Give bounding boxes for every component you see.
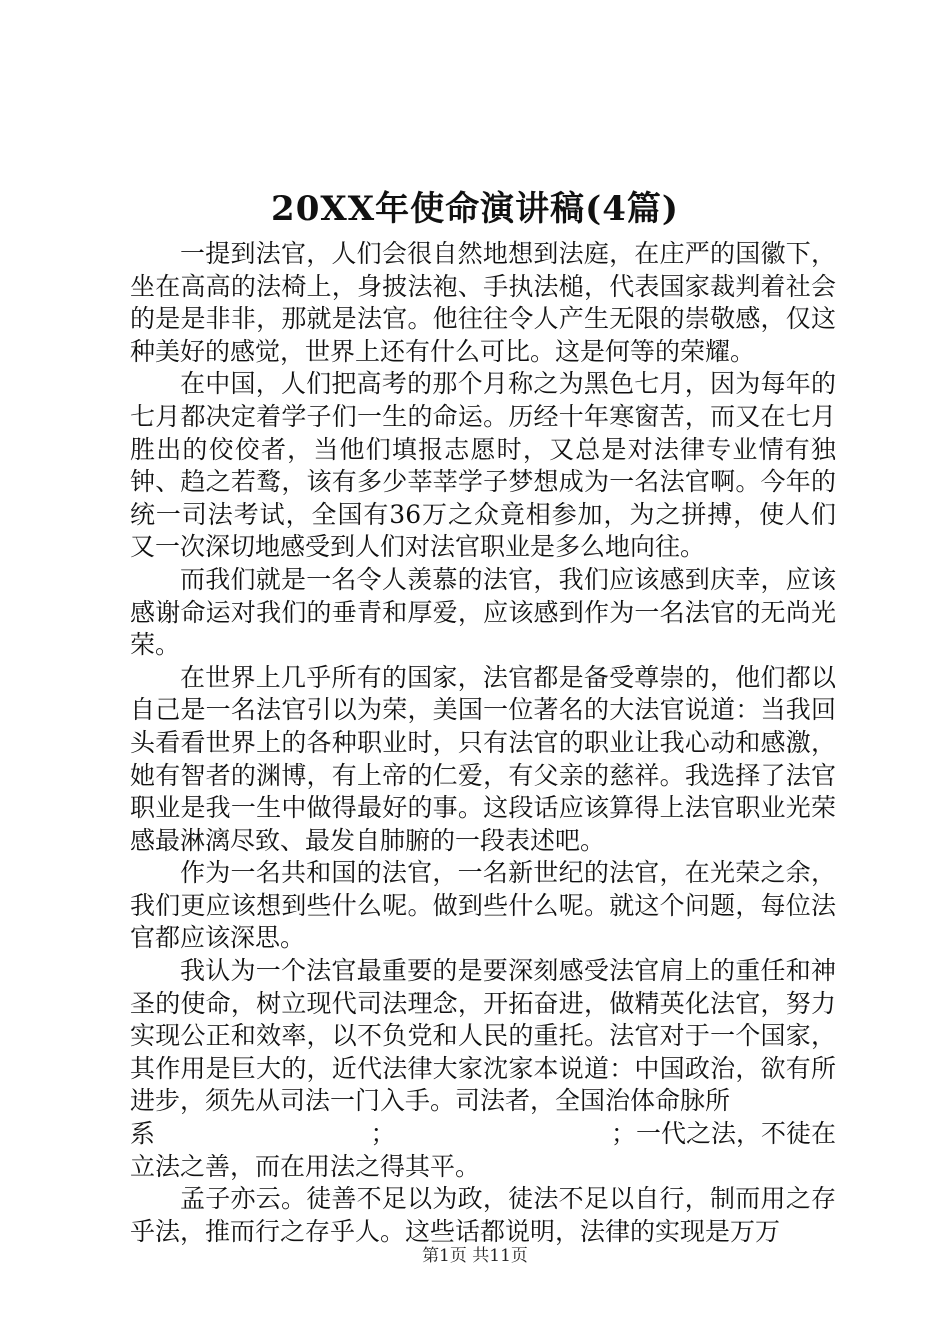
page-total: 共11页: [472, 1246, 528, 1266]
page-number: 第1页: [422, 1246, 467, 1266]
spread-line-left: 系: [130, 1119, 156, 1149]
document-title: 20XX年使命演讲稿(4篇): [271, 189, 679, 229]
document-body: [130, 238, 836, 1248]
spread-line-middle: ；: [370, 1119, 396, 1149]
paragraph-6: 我认为一个法官最重要的是要深刻感受法官肩上的重任和神圣的使命，树立现代司法理念，开拓奋进，做精英化法官，努力实现公正和效率，以不负党和人民的重托。法官对于一个国家，其作用是巨大的，近代法律大家沈家本说道：中国政治，欲有所进步，须先从司法一门入手。司法者，全国治体命脉所: [130, 956, 836, 1116]
paragraph-1: 一提到法官，人们会很自然地想到法庭，在庄严的国徽下，坐在高高的法椅上，身披法袍、手执法槌，代表国家裁判着社会的是是非非，那就是法官。他往往令人产生无限的崇敬感，仅这种美好的感觉，世界上还有什么可比。这是何等的荣耀。: [130, 239, 836, 366]
paragraph-3: 而我们就是一名令人羡慕的法官，我们应该感到庆幸，应该感谢命运对我们的垂青和厚爱，应该感到作为一名法官的无尚光荣。: [130, 564, 836, 660]
page-footer: [0, 1244, 950, 1268]
paragraph-6-spread-line: [130, 1118, 836, 1151]
paragraph-4: 在世界上几乎所有的国家，法官都是备受尊崇的，他们都以自己是一名法官引以为荣，美国一位著名的大法官说道：当我回头看看世界上的各种职业时，只有法官的职业让我心动和感激，她有智者的渊博，有上帝的仁爱，有父亲的慈祥。我选择了法官职业是我一生中做得最好的事。这段话应该算得上法官职业光荣感最淋漓尽致、最发自肺腑的一段表述吧。: [130, 662, 836, 855]
paragraph-6-tail: 立法之善，而在用法之得其平。: [130, 1151, 481, 1181]
paragraph-5: 作为一名共和国的法官，一名新世纪的法官，在光荣之余，我们更应该想到些什么呢。做到些什么呢。就这个问题，每位法官都应该深思。: [130, 858, 836, 953]
paragraph-7: 孟子亦云。徒善不足以为政，徒法不足以自行，制而用之存乎法，推而行之存乎人。这些话都说明，法律的实现是万万: [130, 1184, 836, 1246]
spread-line-right: ；一代之法，不徒在: [610, 1119, 836, 1149]
paragraph-2: 在中国，人们把高考的那个月称之为黑色七月，因为每年的七月都决定着学子们一生的命运。历经十年寒窗苦，而又在七月胜出的佼佼者，当他们填报志愿时，又总是对法律专业情有独钟、趋之若鹜，该有多少莘莘学子梦想成为一名法官啊。今年的统一司法考试，全国有36万之众竟相参加，为之拼搏，使人们又一次深切地感受到人们对法官职业是多么地向往。: [130, 369, 836, 562]
